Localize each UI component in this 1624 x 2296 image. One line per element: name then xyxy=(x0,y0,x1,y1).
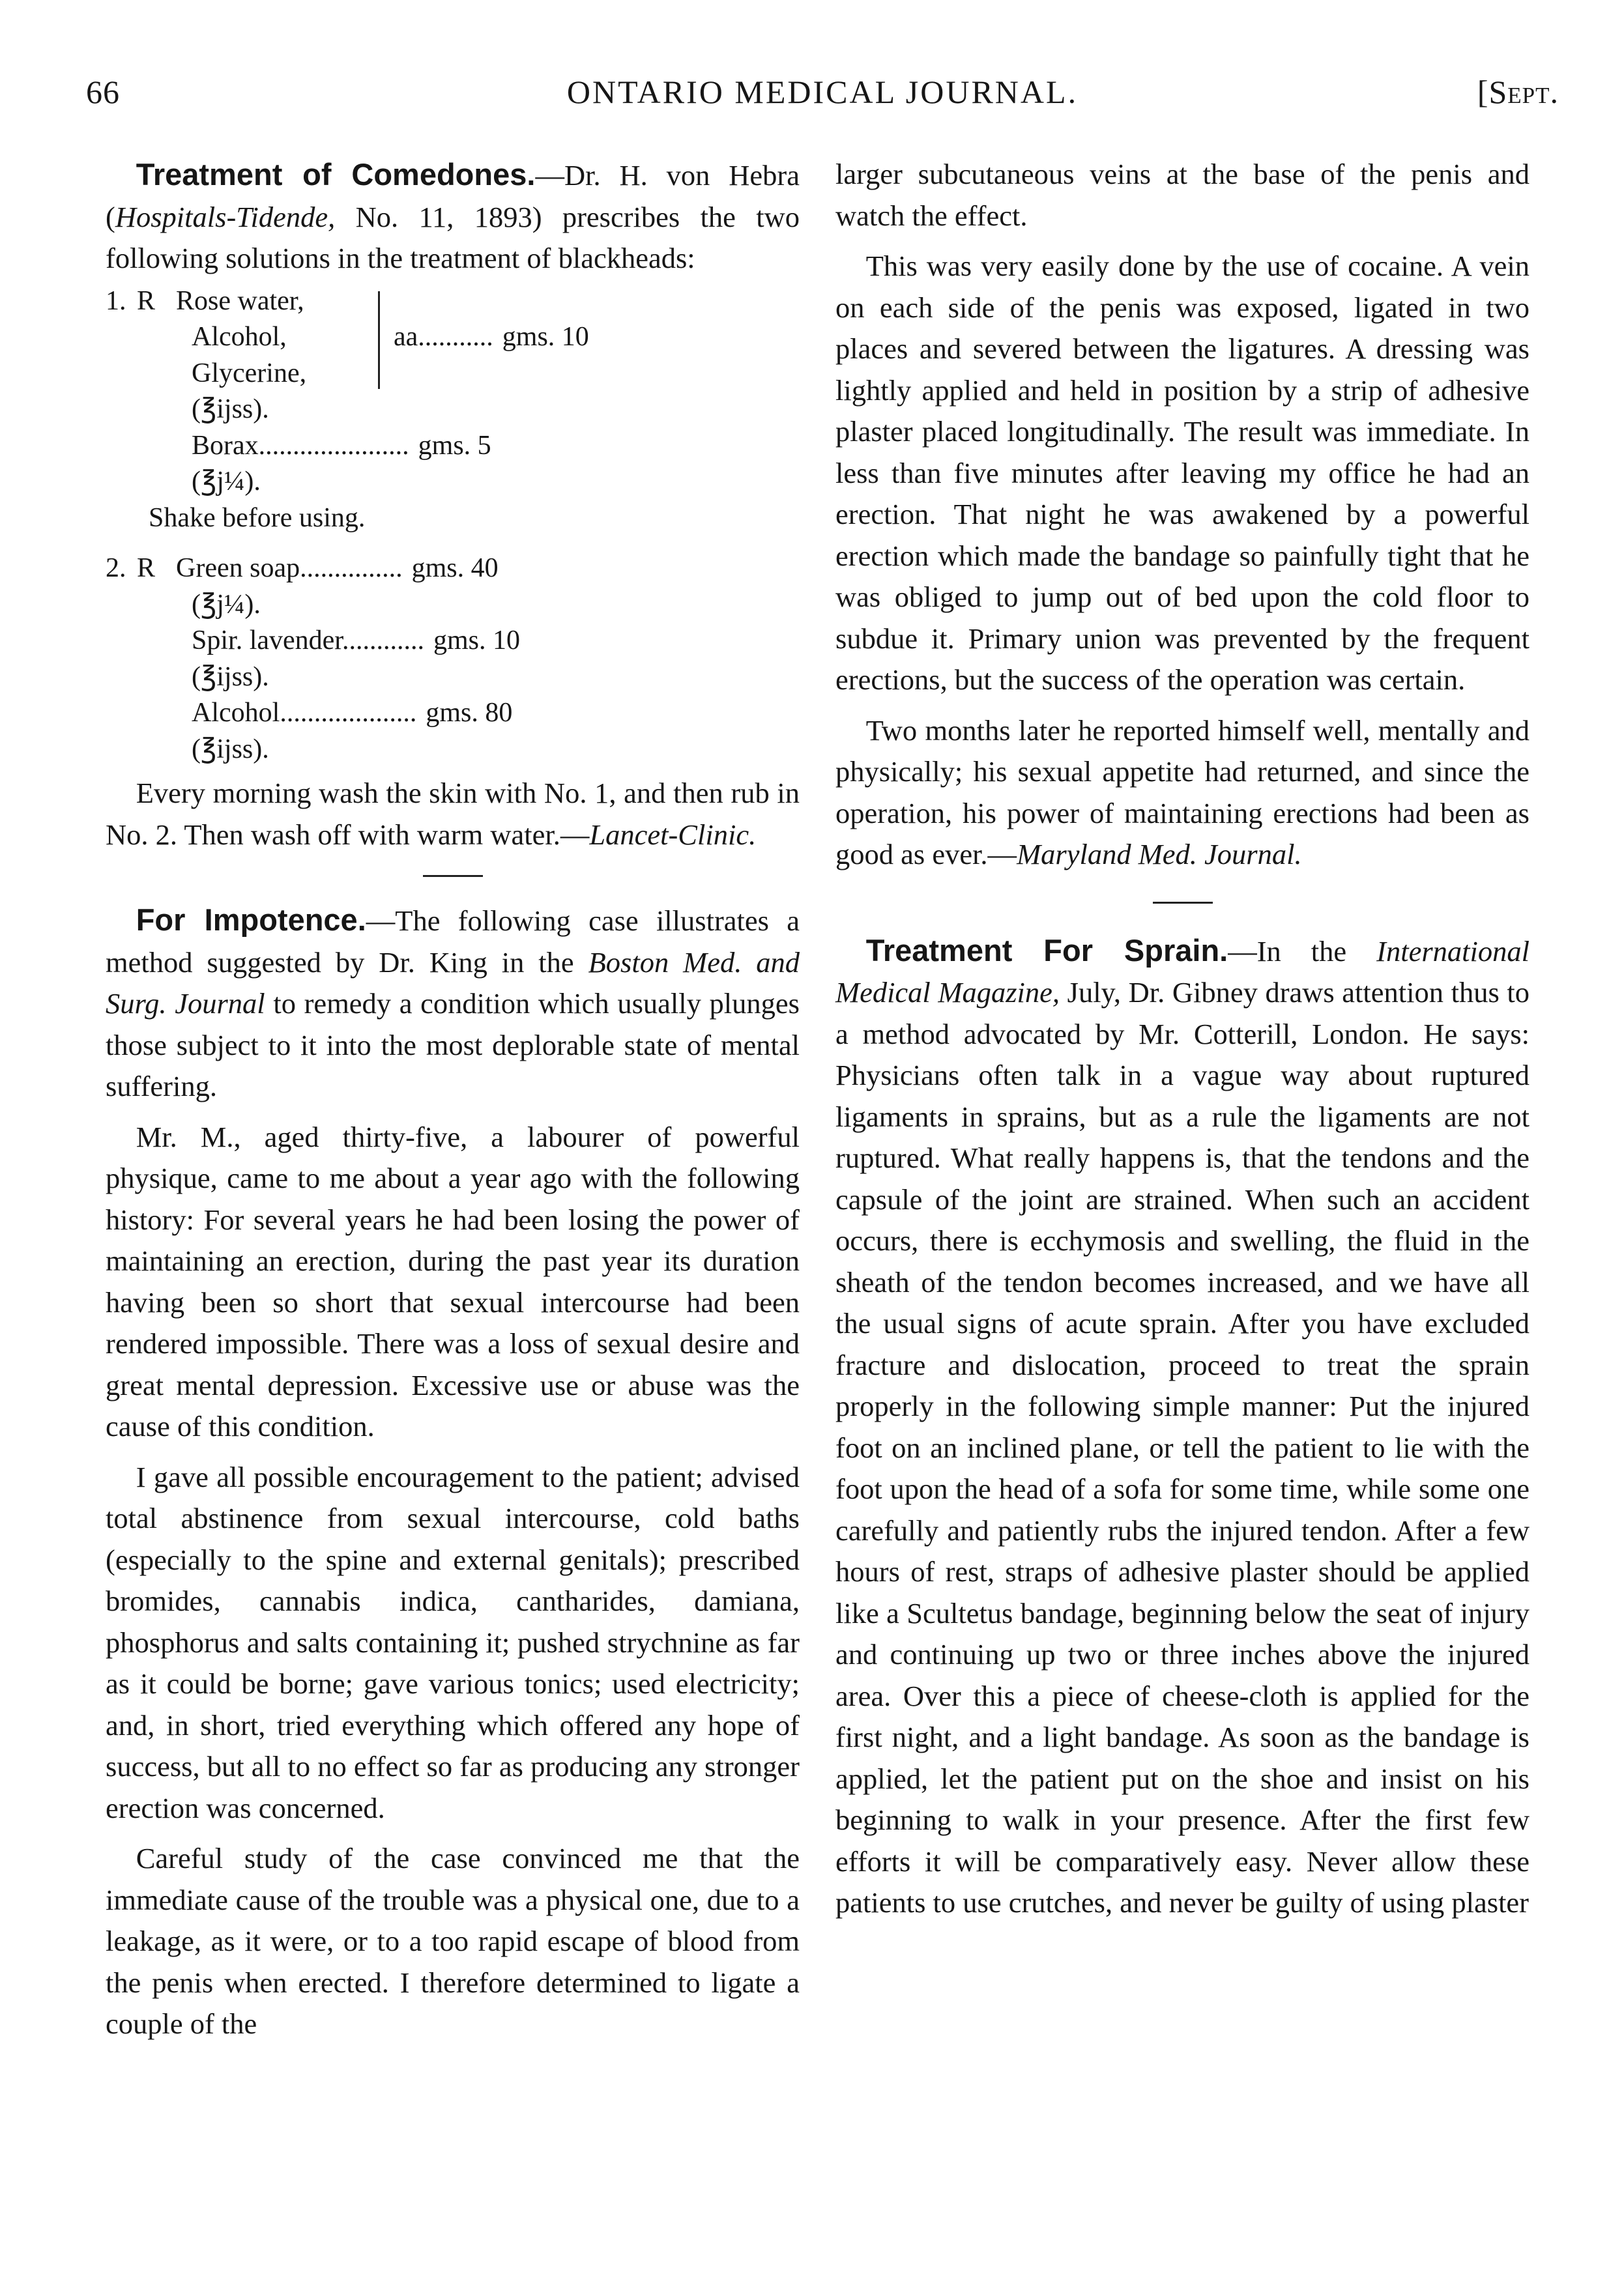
rx1-borax-conversion: (℥j¼). xyxy=(192,466,261,496)
rx1-borax-quantity: gms. 5 xyxy=(418,430,491,461)
right-column xyxy=(835,154,1530,1924)
comedones-heading: Treatment of Comedones. xyxy=(136,157,536,192)
rx2-item2-quantity: gms. 10 xyxy=(433,625,520,655)
rx2-line-item2-conversion xyxy=(106,659,800,696)
rx2-recipe-symbol: R xyxy=(137,553,156,583)
left-column xyxy=(106,154,800,2045)
rx2-item1-quantity: gms. 40 xyxy=(411,553,499,583)
rx1-recipe-symbol: R xyxy=(137,285,156,316)
sprain-intro-text-a: —In the xyxy=(1228,934,1377,968)
page-number: 66 xyxy=(86,74,120,110)
rx1-item-glycerine: Glycerine, xyxy=(192,358,307,388)
sprain-intro-text-b: July, Dr. Gibney draws attention thus to a method advocated by Mr. Cotterill, London. He says: Physicians often talk in a vague way about ruptured ligaments in sprains, but as a rule the ligaments are not ruptured. What really happens is, that the tendons and the capsule of the joint are strained. When such an accident occurs, there is ecchymosis and swelling, the fluid in the sheath of the tendon becomes increased, and we have all the usual signs of acute sprain. After you have excluded fracture and dislocation, proceed to treat the sprain properly in the following simple manner: Put the injured foot on an inclined plane, or tell the patient to lie with the foot upon the head of a sofa for some time, while some one carefully and patiently rubs the injured tendon. After a few hours of rest, straps of adhesive plaster should be applied like a Scultetus bandage, beginning below the seat of injury and continuing up two or three inches above the injured area. Over this a piece of cheese-cloth is applied for the first night, and a light bandage. As soon as the bandage is applied, let the patient put on the shoe and insist on his beginning to walk in your presence. After the first few efforts it will be comparatively easy. Never allow these patients to use crutches, and never be guilty of using plaster xyxy=(835,976,1530,1919)
comedones-source: Lancet-Clinic. xyxy=(589,818,757,851)
rx2-line-alcohol xyxy=(106,695,800,732)
rx1-aa-leader: ........... xyxy=(418,322,493,352)
rx2-number: 2. xyxy=(106,553,126,583)
impotence-heading: For Impotence. xyxy=(136,902,366,937)
rx1-borax-leader: ...................... xyxy=(258,430,409,461)
impotence-paragraph-continuation: larger subcutaneous veins at the base of the penis and watch the effect. xyxy=(835,158,1530,232)
rx1-brace xyxy=(378,291,389,389)
rx1-line-aa-conversion xyxy=(106,392,800,428)
rx2-line-item1-conversion xyxy=(106,587,800,624)
rx1-line-alcohol xyxy=(106,319,800,356)
rx1-line-glycerine xyxy=(106,356,800,392)
rx1-line-rose-water xyxy=(106,283,800,320)
rx2-item3-quantity: gms. 80 xyxy=(426,698,513,728)
sprain-article xyxy=(835,930,1530,1924)
impotence-closing xyxy=(835,710,1530,876)
impotence-source: Maryland Med. Journal. xyxy=(1017,838,1302,870)
impotence-intro-text-b: to remedy a condition which usually plunges those subject to it into the most deplorable state of mental suffering. xyxy=(106,987,800,1102)
prescription-1 xyxy=(106,283,800,537)
rx1-aa-conversion: (℥ijss). xyxy=(192,394,269,424)
rx2-item3-conversion: (℥ijss). xyxy=(192,734,269,764)
rx1-line-borax-conversion xyxy=(106,464,800,500)
header-month: [Sept. xyxy=(1477,74,1559,110)
rx1-item-rose-water: Rose water, xyxy=(176,285,304,316)
rx2-item3-leader: .................... xyxy=(280,698,417,728)
journal-title: ONTARIO MEDICAL JOURNAL. xyxy=(566,74,1079,110)
rx2-item2-leader: ........... xyxy=(349,625,424,655)
sprain-intro-source: International Medical Magazine, xyxy=(835,934,1530,1009)
rx1-shake-instruction: Shake before using. xyxy=(149,502,366,533)
rx2-item1-leader: ............... xyxy=(300,553,403,583)
rx2-item1-conversion: (℥j¼). xyxy=(192,589,261,620)
impotence-article xyxy=(106,899,800,2045)
comedones-directions-text: Every morning wash the skin with No. 1, and then rub in No. 2. Then wash off with warm water.— xyxy=(106,777,800,851)
rx1-aa-group xyxy=(106,283,800,428)
rx2-item-lavender: Spir. lavender. xyxy=(192,625,349,655)
rx1-number: 1. xyxy=(106,285,126,316)
impotence-paragraph: This was very easily done by the use of cocaine. A vein on each side of the penis was exposed, ligated in two places and severed between the ligatures. A dressing was lightly applied and held in position by a strip of adhesive plaster placed longitudinally. The result was immediate. In less than five minutes after leaving my office he had an erection. That night he was awakened by a powerful erection which made the bandage so painfully tight that he was obliged to jump out of bed upon the cold floor to subdue it. Primary union was prevented by the frequent erections, but the success of the operation was certain. xyxy=(835,250,1530,696)
comedones-article xyxy=(106,154,800,855)
impotence-closing-text: Two months later he reported himself well, mentally and physically; his sexual appetite had returned, and since the operation, his power of maintaining erections had been as good as ever.— xyxy=(835,713,1530,870)
rx2-line-item3-conversion xyxy=(106,732,800,768)
rx1-line-borax xyxy=(106,428,800,465)
rx1-aa-quantity: gms. 10 xyxy=(502,322,589,352)
sprain-text xyxy=(835,930,1530,1924)
rx2-item-green-soap: Green soap xyxy=(176,553,300,583)
impotence-intro-text-a: —The following case illustrates a method suggested by Dr. King in the xyxy=(106,904,800,979)
rx2-line-green-soap xyxy=(106,551,800,587)
running-header xyxy=(86,73,1559,119)
prescription-2 xyxy=(106,551,800,768)
rx1-item-alcohol: Alcohol, xyxy=(192,322,287,352)
impotence-intro-source: Boston Med. and Surg. Journal xyxy=(106,945,800,1020)
comedones-intro-text-a: —Dr. H. von Hebra ( xyxy=(106,159,800,233)
comedones-directions xyxy=(106,773,800,855)
impotence-paragraph: Mr. M., aged thirty-five, a labourer of powerful physique, came to me about a year ago with the following history: For several years he had been losing the power of maintaining an erection, during the past year its duration having been so short that sexual intercourse had been rendered impossible. There was a loss of sexual desire and great mental depression. Excessive use or abuse was the cause of this condition. xyxy=(106,1120,800,1442)
rx1-line-shake xyxy=(106,500,800,537)
impotence-article-continued xyxy=(835,154,1530,876)
impotence-paragraph: I gave all possible encouragement to the patient; advised total abstinence from sexual intercourse, cold baths (especially to the spine and external genitals); prescribed bromides, cannabis indica, cantharides, damiana, phosphorus and salts containing it; pushed strychnine as far as it could be borne; gave various tonics; used electricity; and, in short, tried everything which offered any hope of success, but all to no effect so far as producing any stronger erection was concerned. xyxy=(106,1460,800,1824)
section-divider xyxy=(423,875,483,877)
impotence-intro xyxy=(106,899,800,1108)
rx1-aa: aa xyxy=(394,322,418,352)
rx2-line-lavender xyxy=(106,623,800,659)
rx2-item2-conversion: (℥ijss). xyxy=(192,661,269,692)
comedones-intro xyxy=(106,154,800,280)
rx2-item-alcohol: Alcohol xyxy=(192,698,280,728)
comedones-intro-source: Hospitals-Tidende, xyxy=(115,200,336,233)
sprain-heading: Treatment For Sprain. xyxy=(865,932,1228,968)
section-divider xyxy=(1153,902,1213,904)
comedones-intro-text-b: No. 11, 1893) prescribes the two following solutions in the treatment of blackheads: xyxy=(106,200,800,274)
impotence-paragraph: Careful study of the case convinced me that the immediate cause of the trouble was a physical one, due to a leakage, as it were, or to a too rapid escape of blood from the penis when erected. I therefore determined to ligate a couple of the xyxy=(106,1842,800,2040)
rx1-item-borax: Borax xyxy=(192,430,259,461)
